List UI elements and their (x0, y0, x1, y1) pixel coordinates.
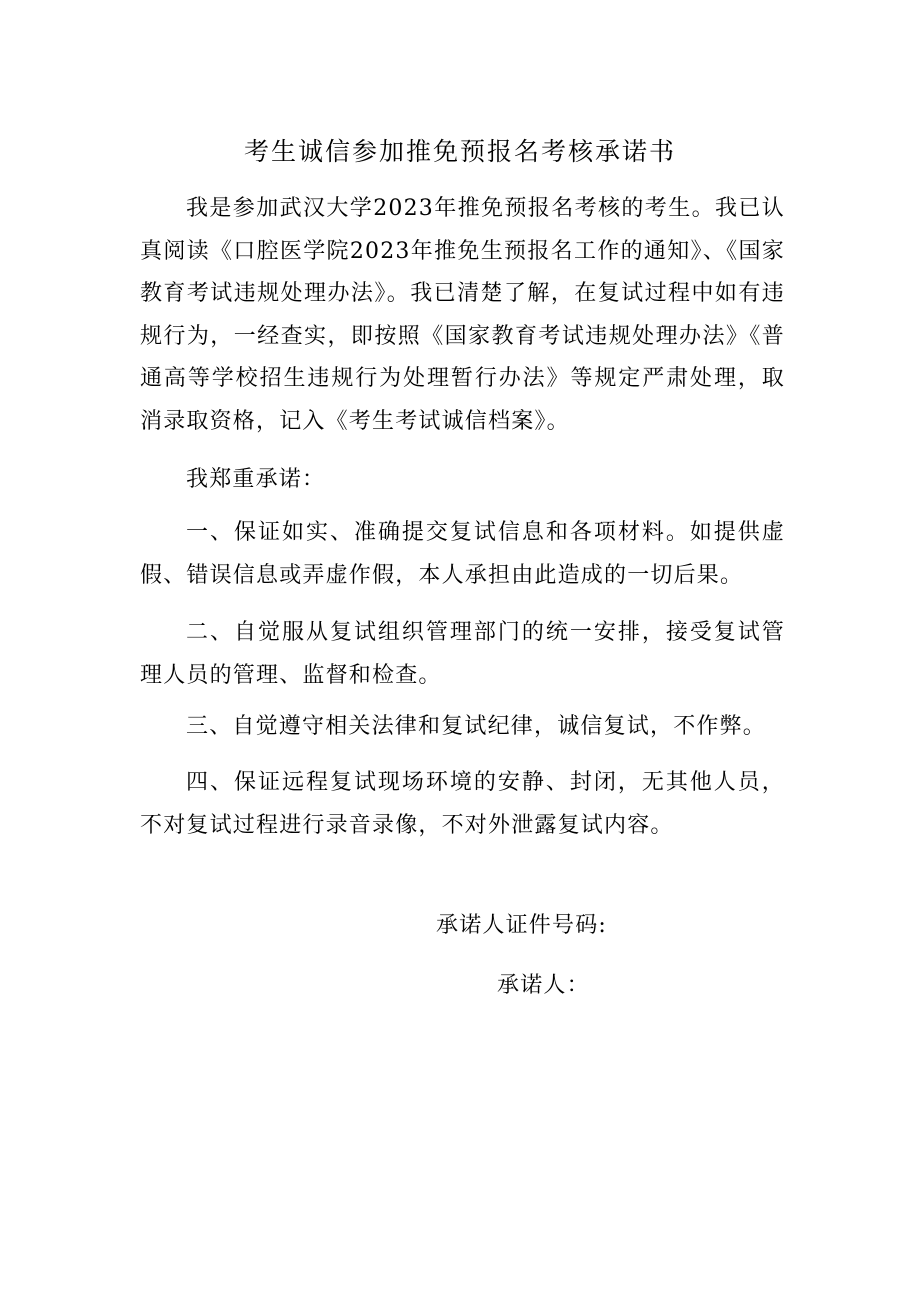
pledge-item-1: 一、保证如实、准确提交复试信息和各项材料。如提供虚假、错误信息或弄虚作假，本人承担由此造成的一切后果。 (140, 520, 785, 588)
pledge-heading: 我郑重承诺： (186, 467, 326, 492)
signer-id-label: 承诺人证件号码: (436, 913, 608, 938)
signer-name-label: 承诺人： (497, 973, 590, 998)
pledge-item-3: 三、自觉遵守相关法律和复试纪律，诚信复试，不作弊。 (186, 714, 767, 739)
document-title: 考生诚信参加推免预报名考核承诺书 (243, 137, 676, 166)
pledge-item-4: 四、保证远程复试现场环境的安静、封闭，无其他人员，不对复试过程进行录音录像，不对外泄露复试内容。 (140, 770, 785, 838)
intro-paragraph: 我是参加武汉大学2023年推免预报名考核的考生。我已认真阅读《口腔医学院2023年推免生预报名工作的通知》、《国家教育考试违规处理办法》。我已清楚了解，在复试过程中如有违规行为，一经查实，即按照《国家教育考试违规处理办法》《普通高等学校招生违规行为处理暂行办法》等规定严肃处理，取消录取资格，记入《考生考试诚信档案》。 (140, 196, 785, 434)
pledge-item-2: 二、自觉服从复试组织管理部门的统一安排，接受复试管理人员的管理、监督和检查。 (140, 620, 785, 688)
